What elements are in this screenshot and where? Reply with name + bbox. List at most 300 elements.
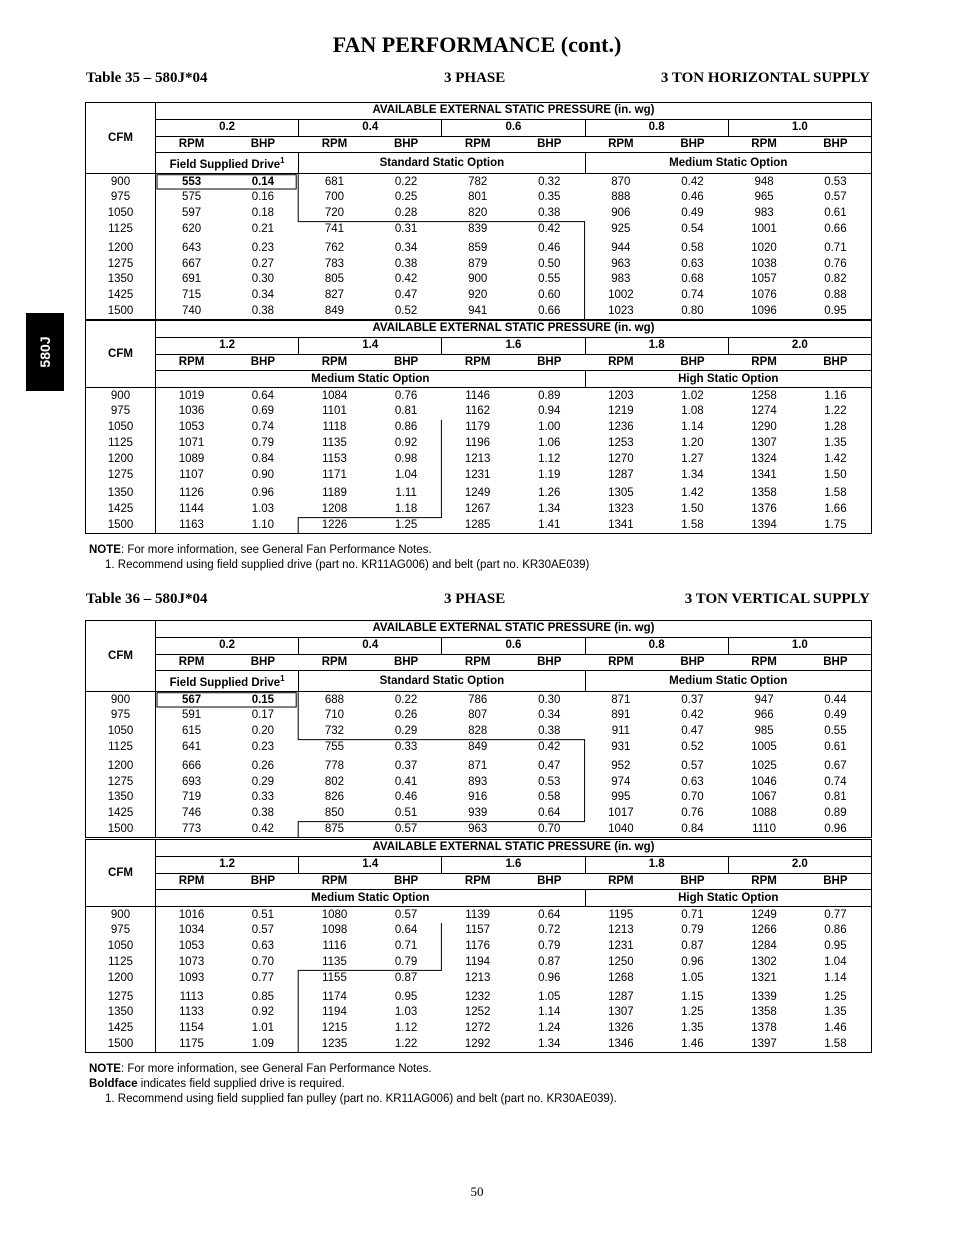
bhp-value: 0.79 — [251, 436, 275, 449]
rpm-value: 1302 — [751, 955, 777, 968]
bhp-value: 0.47 — [681, 725, 704, 738]
rpm-value: 826 — [324, 791, 345, 804]
bhp-value: 1.18 — [394, 503, 418, 516]
rpm-value: 1213 — [464, 971, 491, 984]
data-row — [86, 518, 872, 534]
bhp-header: BHP — [370, 354, 442, 371]
data-row — [86, 986, 872, 1005]
bhp-value: 0.52 — [681, 741, 704, 753]
bhp-value: 1.11 — [395, 487, 417, 500]
cfm-value: 1200 — [86, 237, 156, 256]
data-row — [86, 272, 872, 288]
rpm-value: 786 — [468, 693, 488, 706]
bhp-value: 0.74 — [681, 289, 704, 302]
rpm-value: 782 — [468, 175, 488, 188]
rpm-value: 931 — [611, 741, 631, 753]
page-number: 50 — [470, 1184, 484, 1199]
cfm-value: 1125 — [86, 436, 156, 452]
side-tab-label: 580J — [37, 336, 53, 368]
bhp-value: 1.00 — [538, 421, 561, 434]
rpm-value: 691 — [181, 273, 202, 286]
side-tab — [26, 313, 64, 391]
rpm-value: 553 — [181, 175, 202, 188]
option-row — [86, 671, 872, 692]
rpm-value: 1093 — [178, 971, 205, 984]
cfm-value: 1350 — [86, 790, 156, 806]
rpm-value: 1174 — [322, 990, 347, 1003]
bhp-value: 1.34 — [538, 1037, 561, 1050]
bhp-value: 0.47 — [394, 289, 418, 302]
rpm-value: 1135 — [322, 955, 347, 968]
bhp-header: BHP — [513, 354, 585, 371]
cfm-header: CFM — [86, 103, 156, 174]
bhp-value: 0.26 — [394, 709, 418, 722]
bhp-value: 0.55 — [824, 725, 847, 738]
bhp-header: BHP — [657, 354, 729, 371]
bhp-value: 0.95 — [394, 990, 418, 1003]
bhp-value: 0.82 — [824, 273, 847, 286]
bhp-value: 0.79 — [538, 940, 561, 953]
rpm-value: 963 — [468, 822, 488, 835]
pressure-value: 1.0 — [728, 637, 871, 654]
cfm-value: 1050 — [86, 724, 156, 740]
footnote-mark: 1 — [280, 674, 285, 684]
cfm-value: 1275 — [86, 467, 156, 483]
rpm-value: 1001 — [751, 223, 777, 235]
note-line — [89, 1062, 617, 1077]
bhp-value: 0.77 — [251, 971, 275, 984]
rpm-value: 1139 — [465, 908, 491, 921]
data-row — [86, 822, 872, 838]
rpm-value: 1397 — [751, 1037, 777, 1050]
bhp-value: 0.57 — [394, 908, 418, 921]
bhp-value: 0.34 — [251, 289, 275, 302]
bhp-value: 1.24 — [538, 1022, 561, 1035]
bhp-value: 0.77 — [824, 908, 847, 921]
bhp-value: 0.30 — [538, 693, 561, 706]
cfm-value: 1500 — [86, 304, 156, 320]
rpm-value: 773 — [181, 822, 202, 835]
rpm-value: 888 — [611, 191, 631, 204]
bhp-value: 0.72 — [538, 924, 561, 937]
rpm-value: 891 — [611, 709, 631, 722]
bhp-value: 0.67 — [824, 759, 847, 772]
data-row — [86, 740, 872, 756]
bhp-value: 0.70 — [681, 791, 704, 804]
bhp-value: 0.49 — [681, 207, 704, 220]
rpm-value: 1339 — [751, 990, 777, 1003]
pressure-value: 2.0 — [728, 337, 871, 354]
drive-option — [585, 371, 871, 388]
fan-performance-table — [85, 839, 872, 1053]
rpm-header: RPM — [299, 654, 371, 671]
pressure-value: 1.8 — [585, 337, 728, 354]
pressure-value: 1.4 — [299, 856, 442, 873]
bhp-value: 0.66 — [824, 223, 847, 235]
bhp-value: 0.63 — [681, 257, 704, 270]
rpm-value: 925 — [611, 223, 631, 235]
rpm-value: 1284 — [751, 940, 777, 953]
bhp-value: 0.89 — [824, 807, 847, 820]
rpm-value: 740 — [181, 304, 202, 317]
option-row — [86, 890, 872, 907]
rpm-value: 1394 — [751, 518, 777, 531]
table-body — [86, 103, 872, 320]
rpm-value: 849 — [468, 741, 488, 753]
bhp-value: 1.04 — [394, 468, 418, 481]
rpm-value: 1023 — [608, 304, 634, 317]
bhp-value: 0.55 — [538, 273, 561, 286]
bhp-value: 1.25 — [824, 990, 847, 1003]
data-row — [86, 939, 872, 955]
rpm-value: 1144 — [179, 503, 204, 516]
rpm-value: 1162 — [465, 405, 491, 418]
bhp-value: 0.58 — [538, 791, 561, 804]
bhp-value: 1.12 — [538, 452, 561, 465]
data-row — [86, 206, 872, 222]
bhp-value: 0.32 — [538, 175, 561, 188]
rpm-value: 746 — [181, 807, 202, 820]
bhp-value: 0.74 — [824, 775, 847, 788]
bhp-value: 0.96 — [824, 822, 847, 835]
data-row — [86, 502, 872, 518]
data-row — [86, 256, 872, 272]
bhp-value: 0.37 — [681, 693, 704, 706]
bhp-value: 1.26 — [538, 487, 561, 500]
rpm-value: 1116 — [322, 940, 347, 953]
bhp-value: 0.29 — [251, 775, 275, 788]
table-phase: 3 PHASE — [444, 70, 506, 86]
pressure-row — [86, 119, 872, 136]
rpm-value: 1016 — [178, 908, 205, 921]
bhp-value: 0.30 — [251, 273, 275, 286]
rpm-value: 900 — [468, 273, 488, 286]
drive-option-label: High Static Option — [678, 372, 779, 385]
rpm-value: 1235 — [321, 1037, 348, 1050]
rpm-value: 985 — [754, 725, 774, 738]
rpm-header: RPM — [299, 873, 371, 890]
rpm-header: RPM — [728, 136, 800, 153]
rpm-value: 1194 — [322, 1006, 347, 1019]
drive-option-label: High Static Option — [678, 891, 779, 904]
bhp-value: 1.15 — [681, 990, 704, 1003]
bhp-value: 0.71 — [681, 908, 704, 921]
note-text: 1. Recommend using field supplied fan pulley (part no. KR11AG006) and belt (part no. KR30AE039). — [105, 1093, 617, 1105]
data-row — [86, 1021, 872, 1037]
rpm-value: 1034 — [178, 924, 205, 937]
rpm-value: 688 — [324, 693, 345, 706]
bhp-value: 1.22 — [394, 1037, 418, 1050]
rpm-value: 1084 — [321, 389, 348, 402]
rpm-value: 1267 — [464, 503, 491, 516]
rpm-value: 1053 — [178, 421, 205, 434]
rpm-value: 741 — [324, 223, 345, 235]
rpm-value: 597 — [181, 207, 202, 220]
rpm-value: 1378 — [751, 1022, 777, 1035]
rpm-value: 828 — [468, 725, 488, 738]
rpm-value: 1219 — [608, 405, 634, 418]
pressure-header: AVAILABLE EXTERNAL STATIC PRESSURE (in. wg) — [156, 103, 872, 120]
rpm-value: 983 — [754, 207, 774, 220]
cfm-value: 1125 — [86, 955, 156, 971]
note-text: indicates field supplied drive is required. — [137, 1078, 345, 1090]
rpm-value: 1358 — [751, 1006, 777, 1019]
bhp-value: 0.87 — [681, 940, 704, 953]
drive-option-label: Standard Static Option — [379, 674, 505, 687]
bhp-value: 0.80 — [681, 304, 704, 317]
pressure-value: 1.2 — [156, 856, 299, 873]
rpm-value: 710 — [324, 709, 345, 722]
rpm-value: 875 — [324, 822, 345, 835]
bhp-header: BHP — [513, 654, 585, 671]
bhp-value: 0.44 — [824, 693, 847, 706]
drive-option — [156, 153, 299, 174]
bhp-value: 0.57 — [824, 191, 847, 204]
rpm-value: 1046 — [751, 775, 777, 788]
rpm-value: 944 — [611, 241, 631, 254]
rpm-header: RPM — [585, 354, 657, 371]
rpm-value: 1133 — [179, 1006, 204, 1019]
pressure-value: 1.2 — [156, 337, 299, 354]
rpm-value: 641 — [181, 741, 202, 753]
bhp-header: BHP — [227, 354, 299, 371]
bhp-value: 1.27 — [681, 452, 704, 465]
rpm-value: 1053 — [178, 940, 205, 953]
cfm-value: 1500 — [86, 518, 156, 534]
bhp-header: BHP — [227, 873, 299, 890]
pressure-value: 0.8 — [585, 119, 728, 136]
rpm-value: 1321 — [751, 971, 777, 984]
drive-option — [156, 371, 586, 388]
pressure-value: 1.4 — [299, 337, 442, 354]
header-row — [86, 621, 872, 638]
rpm-value: 1290 — [751, 421, 777, 434]
data-row — [86, 237, 872, 256]
rpm-value: 1346 — [608, 1037, 634, 1050]
bhp-value: 0.58 — [681, 241, 704, 254]
pressure-value: 0.6 — [442, 637, 585, 654]
bhp-value: 1.50 — [681, 503, 704, 516]
bhp-value: 1.08 — [681, 405, 704, 418]
rpm-value: 1157 — [465, 924, 491, 937]
rpm-value: 1250 — [608, 955, 634, 968]
rpm-value: 974 — [611, 775, 631, 788]
bhp-value: 0.70 — [251, 955, 275, 968]
cfm-value: 1050 — [86, 206, 156, 222]
rpm-header: RPM — [442, 873, 514, 890]
rpm-value: 870 — [611, 175, 631, 188]
rpm-value: 849 — [324, 304, 345, 317]
data-row — [86, 806, 872, 822]
bhp-value: 0.15 — [251, 693, 275, 706]
rpm-value: 1098 — [321, 924, 348, 937]
drive-option — [156, 671, 299, 692]
rpm-value: 693 — [181, 775, 202, 788]
drive-option — [299, 153, 585, 174]
rpm-value: 1358 — [751, 487, 777, 500]
bhp-header: BHP — [800, 136, 872, 153]
bhp-value: 0.60 — [538, 289, 561, 302]
cfm-value: 900 — [86, 907, 156, 923]
rpm-value: 1341 — [608, 518, 634, 531]
bhp-value: 0.61 — [824, 741, 847, 753]
rpm-value: 1175 — [179, 1037, 204, 1050]
bhp-value: 1.12 — [394, 1022, 418, 1035]
bhp-value: 1.05 — [538, 990, 561, 1003]
table-caption — [86, 591, 870, 611]
rpm-value: 1305 — [608, 487, 634, 500]
rpm-value: 620 — [181, 223, 202, 235]
data-row — [86, 1037, 872, 1053]
pressure-value: 0.8 — [585, 637, 728, 654]
drive-option — [156, 890, 586, 907]
cfm-value: 1125 — [86, 222, 156, 238]
rpm-value: 802 — [324, 775, 345, 788]
fan-performance-table — [85, 620, 872, 838]
bhp-value: 1.34 — [538, 503, 561, 516]
cfm-value: 1200 — [86, 755, 156, 774]
bhp-value: 0.16 — [251, 191, 275, 204]
bhp-value: 0.37 — [394, 759, 418, 772]
bhp-value: 0.23 — [251, 741, 275, 753]
units-row — [86, 354, 872, 371]
units-row — [86, 654, 872, 671]
bhp-value: 0.22 — [394, 693, 418, 706]
table-number: Table 36 – 580J*04 — [86, 591, 208, 607]
rpm-value: 1195 — [608, 908, 634, 921]
note-text: : For more information, see General Fan Performance Notes. — [120, 544, 432, 556]
bhp-value: 0.38 — [394, 257, 418, 270]
rpm-value: 1089 — [178, 452, 205, 465]
bhp-value: 0.64 — [251, 389, 275, 402]
rpm-value: 965 — [754, 191, 774, 204]
rpm-value: 1249 — [464, 487, 491, 500]
bhp-value: 0.76 — [824, 257, 847, 270]
table-notes — [89, 1062, 617, 1107]
cfm-value: 1350 — [86, 483, 156, 502]
bhp-value: 0.26 — [251, 759, 275, 772]
bhp-value: 0.63 — [681, 775, 704, 788]
bhp-value: 1.25 — [394, 518, 418, 531]
rpm-header: RPM — [442, 136, 514, 153]
rpm-value: 893 — [468, 775, 488, 788]
rpm-value: 1176 — [465, 940, 491, 953]
cfm-value: 975 — [86, 708, 156, 724]
rpm-value: 1268 — [608, 971, 634, 984]
bhp-value: 0.57 — [681, 759, 704, 772]
bhp-header: BHP — [370, 136, 442, 153]
rpm-value: 1153 — [322, 452, 347, 465]
rpm-value: 1118 — [322, 421, 347, 434]
drive-option-label: Standard Static Option — [379, 156, 505, 169]
bhp-value: 0.42 — [538, 741, 561, 753]
rpm-value: 859 — [468, 241, 488, 254]
rpm-value: 1236 — [608, 421, 634, 434]
bhp-value: 0.74 — [251, 421, 275, 434]
bhp-value: 1.22 — [824, 405, 847, 418]
pressure-value: 0.6 — [442, 119, 585, 136]
bhp-value: 0.92 — [251, 1006, 275, 1019]
bhp-value: 1.75 — [824, 518, 847, 531]
bhp-value: 1.46 — [824, 1022, 847, 1035]
rpm-value: 1025 — [751, 759, 777, 772]
drive-option-label: Medium Static Option — [669, 156, 788, 169]
bhp-header: BHP — [370, 873, 442, 890]
rpm-header: RPM — [728, 354, 800, 371]
data-row — [86, 790, 872, 806]
bhp-value: 0.63 — [251, 940, 275, 953]
bhp-value: 0.57 — [251, 924, 275, 937]
page-title: FAN PERFORMANCE (cont.) — [332, 32, 622, 57]
data-row — [86, 483, 872, 502]
bhp-value: 0.96 — [538, 971, 561, 984]
data-row — [86, 467, 872, 483]
data-row — [86, 388, 872, 404]
rpm-value: 1194 — [465, 955, 491, 968]
bhp-header: BHP — [513, 873, 585, 890]
bhp-value: 1.35 — [824, 436, 847, 449]
pressure-value: 1.6 — [442, 856, 585, 873]
rpm-value: 1287 — [608, 468, 634, 481]
cfm-value: 1275 — [86, 774, 156, 790]
rpm-value: 1307 — [751, 436, 777, 449]
bhp-value: 0.42 — [681, 175, 704, 188]
bhp-header: BHP — [227, 136, 299, 153]
rpm-value: 700 — [324, 191, 345, 204]
table-phase: 3 PHASE — [444, 591, 506, 607]
pressure-value: 1.8 — [585, 856, 728, 873]
bhp-value: 0.87 — [394, 971, 418, 984]
bhp-value: 0.34 — [394, 241, 418, 254]
cfm-value: 975 — [86, 923, 156, 939]
rpm-header: RPM — [585, 654, 657, 671]
rpm-value: 1076 — [751, 289, 777, 302]
bhp-value: 1.14 — [824, 971, 847, 984]
bhp-value: 1.35 — [824, 1006, 847, 1019]
rpm-value: 666 — [181, 759, 202, 772]
data-row — [86, 774, 872, 790]
rpm-value: 911 — [611, 725, 631, 738]
cfm-value: 1200 — [86, 970, 156, 986]
pressure-value: 2.0 — [728, 856, 871, 873]
option-row — [86, 153, 872, 174]
rpm-value: 567 — [181, 693, 202, 706]
rpm-value: 1171 — [322, 468, 347, 481]
rpm-value: 1226 — [321, 518, 348, 531]
footnote-mark: 1 — [280, 156, 285, 166]
rpm-value: 1285 — [464, 518, 491, 531]
rpm-value: 575 — [181, 191, 202, 204]
bhp-value: 0.33 — [394, 741, 418, 753]
pressure-value: 1.6 — [442, 337, 585, 354]
bhp-value: 0.96 — [681, 955, 704, 968]
rpm-value: 850 — [324, 807, 345, 820]
rpm-value: 1208 — [321, 503, 348, 516]
bhp-value: 0.46 — [394, 791, 418, 804]
bhp-value: 0.94 — [538, 405, 561, 418]
bhp-value: 0.61 — [824, 207, 847, 220]
bhp-value: 1.58 — [824, 1037, 847, 1050]
rpm-value: 1326 — [608, 1022, 634, 1035]
drive-option — [585, 890, 871, 907]
bhp-value: 1.28 — [824, 421, 847, 434]
rpm-value: 1073 — [178, 955, 205, 968]
rpm-value: 1096 — [751, 304, 777, 317]
bhp-value: 0.85 — [251, 990, 275, 1003]
rpm-value: 1258 — [751, 389, 777, 402]
note-line — [89, 1077, 617, 1092]
bhp-value: 1.03 — [251, 503, 275, 516]
